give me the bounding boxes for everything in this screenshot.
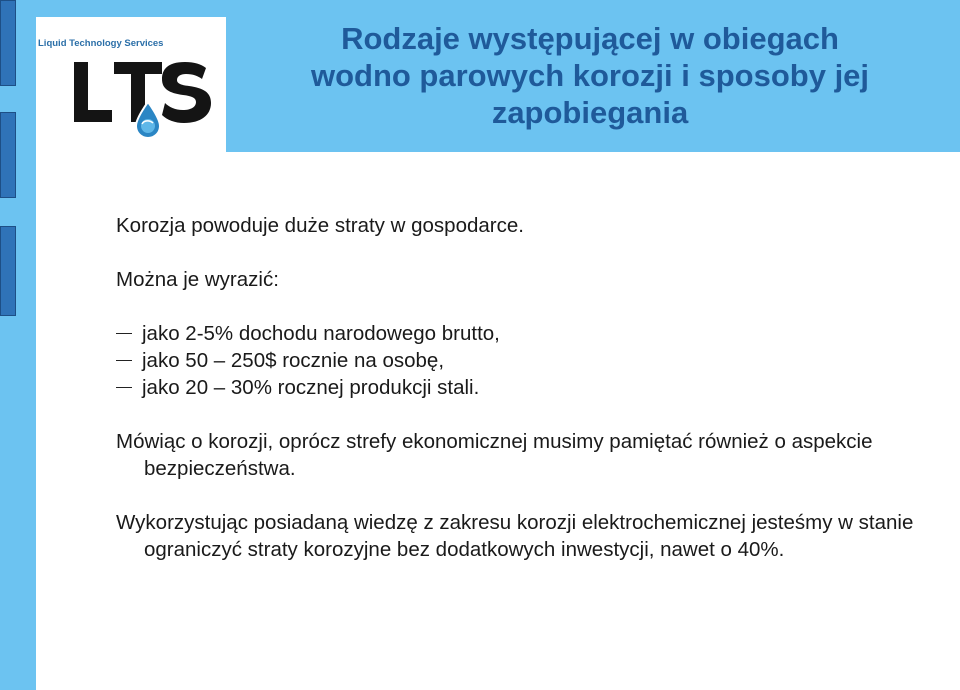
dash-icon — [116, 360, 132, 361]
slide-title-line-2: wodno parowych korozji i sposoby jej — [310, 58, 870, 93]
bullet-text: jako 20 – 30% rocznej produkcji stali. — [142, 376, 480, 399]
side-tab-2 — [0, 112, 16, 198]
bullet-text: jako 50 – 250$ rocznie na osobę, — [142, 349, 445, 372]
lead-paragraph: Można je wyrazić: — [116, 268, 279, 291]
side-tab-1 — [0, 0, 16, 86]
slide-title-line-3: zapobiegania — [491, 95, 689, 130]
slide-title — [240, 20, 940, 131]
lts-logo-icon — [36, 50, 226, 145]
safety-paragraph: Mówiąc o korozji, oprócz strefy ekonomicznej musimy pamiętać również o aspekcie bezpieczeństwa. — [116, 430, 873, 480]
side-tab-3 — [0, 226, 16, 316]
bullet-item — [116, 374, 479, 401]
bullet-text: jako 2-5% dochodu narodowego brutto, — [142, 322, 500, 345]
slide-title-line-1: Rodzaje występującej w obiegach — [341, 21, 839, 56]
bullet-item — [116, 347, 444, 374]
intro-paragraph: Korozja powoduje duże straty w gospodarce. — [116, 214, 524, 237]
left-decorative-strip — [0, 0, 36, 690]
dash-icon — [116, 333, 132, 334]
bullet-item — [116, 320, 500, 347]
dash-icon — [116, 387, 132, 388]
logo-tagline: Liquid Technology Services — [38, 38, 164, 49]
conclusion-paragraph: Wykorzystując posiadaną wiedzę z zakresu korozji elektrochemicznej jesteśmy w stanie ograniczyć straty korozyjne bez dodatkowych inwestycji, nawet o 40%. — [116, 511, 914, 561]
